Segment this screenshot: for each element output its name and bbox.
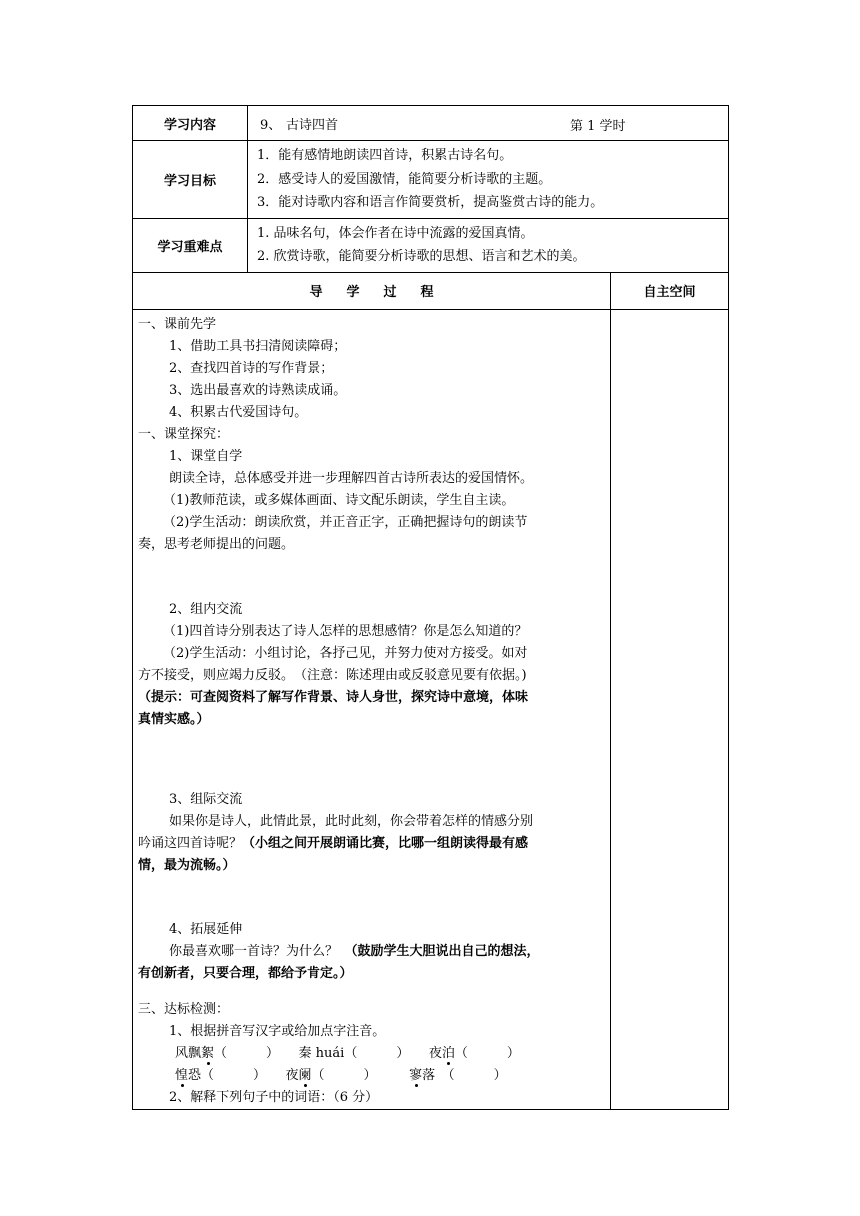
section-3-text-cont: 吟诵这四首诗呢？（小组之间开展朗诵比赛，比哪一组朗读得最有感 [138, 835, 529, 851]
list-item: 1、借助工具书扫清阅读障碍； [169, 338, 347, 354]
check-item-1: 1、根据拼音写汉字或给加点字注音。 [169, 1023, 386, 1039]
difficulty-item: 2. 欣赏诗歌，能简要分析诗歌的思想、语言和艺术的美。 [257, 249, 586, 264]
section-3-text: 如果你是诗人，此情此景，此时此刻，你会带着怎样的情感分别 [169, 813, 534, 829]
check-title: 三、达标检测： [138, 1001, 230, 1017]
difficulty-label: 学习重难点 [133, 218, 248, 272]
lesson-number: 9、 [260, 117, 282, 133]
dotted-char: 寥 [409, 1067, 423, 1083]
list-item: 2、查找四首诗的写作背景； [169, 360, 334, 376]
goals-list [248, 141, 729, 219]
dotted-char: 阑 [298, 1067, 312, 1083]
section-4-text-cont: 有创新者，只要合理，都给予肯定。） [138, 965, 353, 981]
pinyin-row-2: 惶恐（ ） 夜阑（ ） 寥落 （ ） [175, 1067, 507, 1083]
lesson-title: 古诗四首 [286, 117, 339, 133]
section-2-tip-cont: 真情实感。） [138, 711, 210, 727]
goal-item: 1．能有感情地朗读四首诗，积累古诗名句。 [257, 148, 513, 163]
dotted-char: 絮 [201, 1045, 215, 1061]
pre-study-title: 一、课前先学 [138, 316, 217, 332]
lesson-plan-table [132, 105, 729, 1110]
lesson-period: 第 1 学时 [570, 119, 626, 134]
self-space-label: 自主空间 [611, 272, 729, 309]
section-2-title: 2、组内交流 [169, 601, 243, 617]
self-space-column [611, 309, 729, 1109]
section-3-title: 3、组际交流 [169, 791, 243, 807]
section-3-text-end: 情，最为流畅。） [138, 857, 236, 873]
explore-title: 一、课堂探究： [138, 426, 230, 442]
section-2-tip: （提示：可查阅资料了解写作背景、诗人身世，探究诗中意境，体味 [138, 689, 529, 705]
section-2-step-b: （2)学生活动：小组讨论，各抒己见，并努力使对方接受。如对 [163, 645, 528, 661]
pinyin-row-1: 风飘絮（ ） 秦 huái（ ） 夜泊（ ） [175, 1045, 520, 1061]
goal-item: 3．能对诗歌内容和语言作简要赏析，提高鉴赏古诗的能力。 [257, 195, 604, 210]
section-1-step-b-cont: 奏，思考老师提出的问题。 [138, 536, 295, 552]
section-1-title: 1、课堂自学 [169, 448, 243, 464]
section-4-title: 4、拓展延伸 [169, 921, 243, 937]
dotted-char: 惶 [175, 1067, 189, 1083]
section-2-step-b-cont: 方不接受，则应竭力反驳。 （注意：陈述理由或反驳意见要有依据。) [138, 667, 527, 683]
content-label: 学习内容 [133, 106, 248, 141]
goals-label: 学习目标 [133, 141, 248, 219]
section-1-step-a: （1)教师范读，或多媒体画面、诗文配乐朗读，学生自主读。 [163, 492, 515, 508]
lesson-plan-sheet [132, 105, 728, 1105]
section-4-text: 你最喜欢哪一首诗？为什么？ （鼓励学生大胆说出自己的想法， [169, 943, 540, 959]
dotted-char: 泊 [441, 1045, 455, 1061]
section-2-step-a: （1)四首诗分别表达了诗人怎样的思想感情？你是怎么知道的？ [163, 623, 528, 639]
difficulty-item: 1. 品味名句，体会作者在诗中流露的爱国真情。 [257, 225, 534, 241]
section-1-intro: 朗读全诗，总体感受并进一步理解四首古诗所表达的爱国情怀。 [169, 470, 534, 486]
process-body [133, 309, 611, 1109]
check-item-2: 2、解释下列句子中的词语：（6 分） [169, 1089, 379, 1105]
difficulty-list [248, 218, 729, 272]
process-heading: 导 学 过 程 [133, 272, 611, 309]
goal-item: 2．感受诗人的爱国激情，能简要分析诗歌的主题。 [257, 171, 552, 187]
list-item: 4、积累古代爱国诗句。 [169, 404, 308, 420]
section-1-step-b: （2)学生活动：朗读欣赏，并正音正字，正确把握诗句的朗读节 [163, 514, 528, 530]
lesson-title-cell [248, 106, 729, 141]
list-item: 3、选出最喜欢的诗熟读成诵。 [169, 382, 347, 398]
